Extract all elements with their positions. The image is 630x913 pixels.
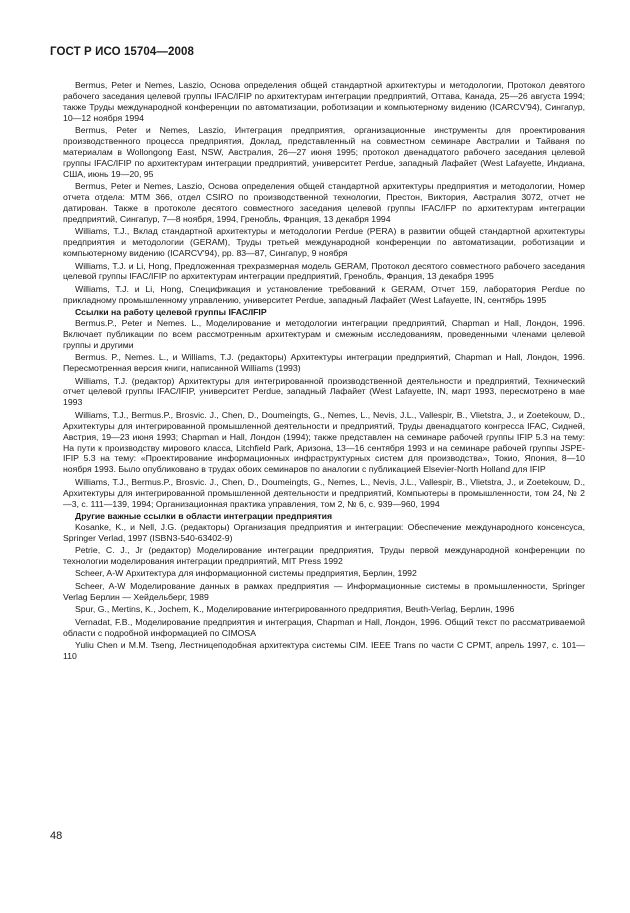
page-number: 48 [50, 830, 63, 842]
reference-item: Bermus, Peter и Nemes, Laszio, Основа определения общей стандартной архитектуры предприятия и методологии, Номер отчета отдела: MTM 366, отдел CSIRO по производственной технологии, Престон, Виктория, Австралия 3072, отчет не датирован. Также в протоколе десятого совместного заседания целевой группы IFAC/IFP по архитектурам интеграции предприятий, Сингапур, 7—8 ноября, 1994, Гренобль, Франция, 13 декабря 1994 [63, 181, 585, 224]
reference-item: Scheer, A-W Архитектура для информационной системы предприятия, Берлин, 1992 [75, 568, 417, 579]
references-body [63, 80, 585, 663]
reference-item: Spur, G., Mertins, K., Jochem, K., Моделирование интегрированного предприятия, Beuth-Verlag, Берлин, 1996 [75, 604, 515, 615]
reference-item: Scheer, A-W Моделирование данных в рамках предприятия — Информационные системы в промышленности, Springer Verlag Берлин — Хейдельберг, 1989 [63, 580, 585, 602]
section-title-other-references: Другие важные ссылки в области интеграции предприятия [75, 510, 333, 521]
reference-item: Williams, T.J. и Li, Hong, Спецификация и установление требований к GERAM, Отчет 159, лаборатория Perdue по прикладному промышленному управлению, университет Perdue, западный Лафайет (West Lafayette, IN, сентябрь 1995 [63, 283, 585, 305]
reference-item: Bermus.P., Peter и Nemes. L., Моделирование и методологии интеграции предприятий, Chapman и Hall, Лондон, 1996. Включает публикации по всем рассмотренным архитектурам и смежным исследованиям, проведенными членами целевой группы и другими [63, 318, 585, 350]
reference-item: Vernadat, F.B., Моделирование предприятия и интеграция, Chapman и Hall, Лондон, 1996. Общий текст по рассматриваемой области с подробной информацией по CIMOSA [63, 616, 585, 638]
reference-item: Williams, T.J., Bermus.P., Brosvic. J., Chen, D., Doumeingts, G., Nemes, L., Nevis, J.L., Vallespir, B., Vlietstra, J., и Zoetekouw, D., Архитектуры для интегрированной промышленной деятельности и предприятий, Труды двенадцатого конгресса IFAC, Сидней, Австрия, 19—23 июня 1993; Chapman и Hall, Лондон (1994); также представлен на семинаре рабочей группы IFIP 5.3 на тему: На пути к производству мирового класса, Litchfield Park, Аризона, 13—16 сентября 1993 и на семинаре рабочей группы JSPE-IFIP 5.3 на тему: «Проектирование информационных инфраструктурных систем для производства», Токио, Япония, 8—10 ноября 1993. Было опубликовано в трудах обоих семинаров по аналогии с публикацией Elsevier-North Holland для IFIP [63, 409, 585, 475]
reference-item: Williams, T.J. (редактор) Архитектуры для интегрированной производственной деятельности и предприятий, Технический отчет целевой группы IFAC/IFIP, университет Perdue, западный Лафайет (West Lafayette, IN, март 1993, пересмотрено в мае 1993 [63, 375, 585, 408]
reference-item: Williams, T.J., Вклад стандартной архитектуры и методологии Perdue (PERA) в развитии общей стандартной архитектуры предприятия и методологии (GERAM), Труды третьей международной конференции по автоматизации, роботизации и компьютерному видению (ICARCV'94), pp. 83—87, Сингапур, 9 ноября [63, 226, 585, 259]
references-group-1 [63, 80, 585, 306]
reference-item: Petrie, C. J., Jr (редактор) Моделирование интеграции предприятия, Труды первой международной конференции по технологии моделирования интеграции предприятий, MIT Press 1992 [63, 545, 585, 567]
references-group-2 [63, 318, 585, 509]
document-header: ГОСТ Р ИСО 15704—2008 [50, 46, 195, 58]
reference-item: Williams, T.J., Bermus.P., Brosvic. J., Chen, D., Doumeingts, G., Nemes, L., Nevis, J.L., Vallespir, B., Vlietstra, J., и Zoetekouw, D., Архитектуры для интегрированной промышленной деятельности и предприятий, Компьютеры в промышленности, том 24, № 2—3, с. 111—139, 1994; Организационная практика управления, том 2, № 6, с. 939—960, 1994 [63, 476, 585, 509]
reference-item: Bermus. P., Nemes. L., и Williams, T.J. (редакторы) Архитектуры интеграции предприятий, Chapman и Hall, Лондон, 1996. Пересмотренная версия книги, написанной Williams (1993) [63, 352, 585, 374]
reference-item: Bermus, Peter и Nemes, Laszio, Основа определения общей стандартной архитектуры и методологии, Протокол девятого рабочего заседания целевой группы IFAC/IFIP по архитектурам интеграции предприятий, Оттава, Канада, 25—26 августа 1994; также Труды международной конференции по автоматизации, роботизации и компьютерному видению (ICARCV'94), Сингапур, 10—12 ноября 1994 [63, 80, 585, 123]
section-title-ifac-ifip: Ссылки на работу целевой группы IFAC/IFIP [75, 307, 267, 318]
reference-item: Kosanke, K., и Nell, J.G. (редакторы) Организация предприятия и интеграции: Обеспечение международного консенсуса, Springer Verlad, 1997 (ISBN3-540-63402-9) [63, 521, 585, 543]
reference-item: Yuliu Chen и M.M. Tseng, Лестницеподобная архитектура системы CIM. IEEE Trans по части C CPMT, апрель 1997, с. 101—110 [63, 639, 585, 661]
references-group-3 [63, 522, 585, 662]
reference-item: Bermus, Peter и Nemes, Laszio, Интеграция предприятия, организационные инструменты для проектирования производственного процесса предприятия, Доклад, представленный на совместном семинаре Австралии и Тайваня по материалам в Wollongong East, NSW, Австралия, 26—27 июня 1995; протокол двенадцатого рабочего заседания целевой группы IFAC/IFIP по архитектурам интеграции предприятий, университет Perdue, западный Лафайет (West Lafayette, Индиана, США, июнь 19—20, 95 [63, 125, 585, 179]
reference-item: Williams, T.J. и Li, Hong, Предложенная трехразмерная модель GERAM, Протокол десятого совместного рабочего заседания целевой группы IFAC/IFIP по архитектурам интеграции предприятий, Гренобль, Франция, 13 декабря 1995 [63, 260, 585, 282]
